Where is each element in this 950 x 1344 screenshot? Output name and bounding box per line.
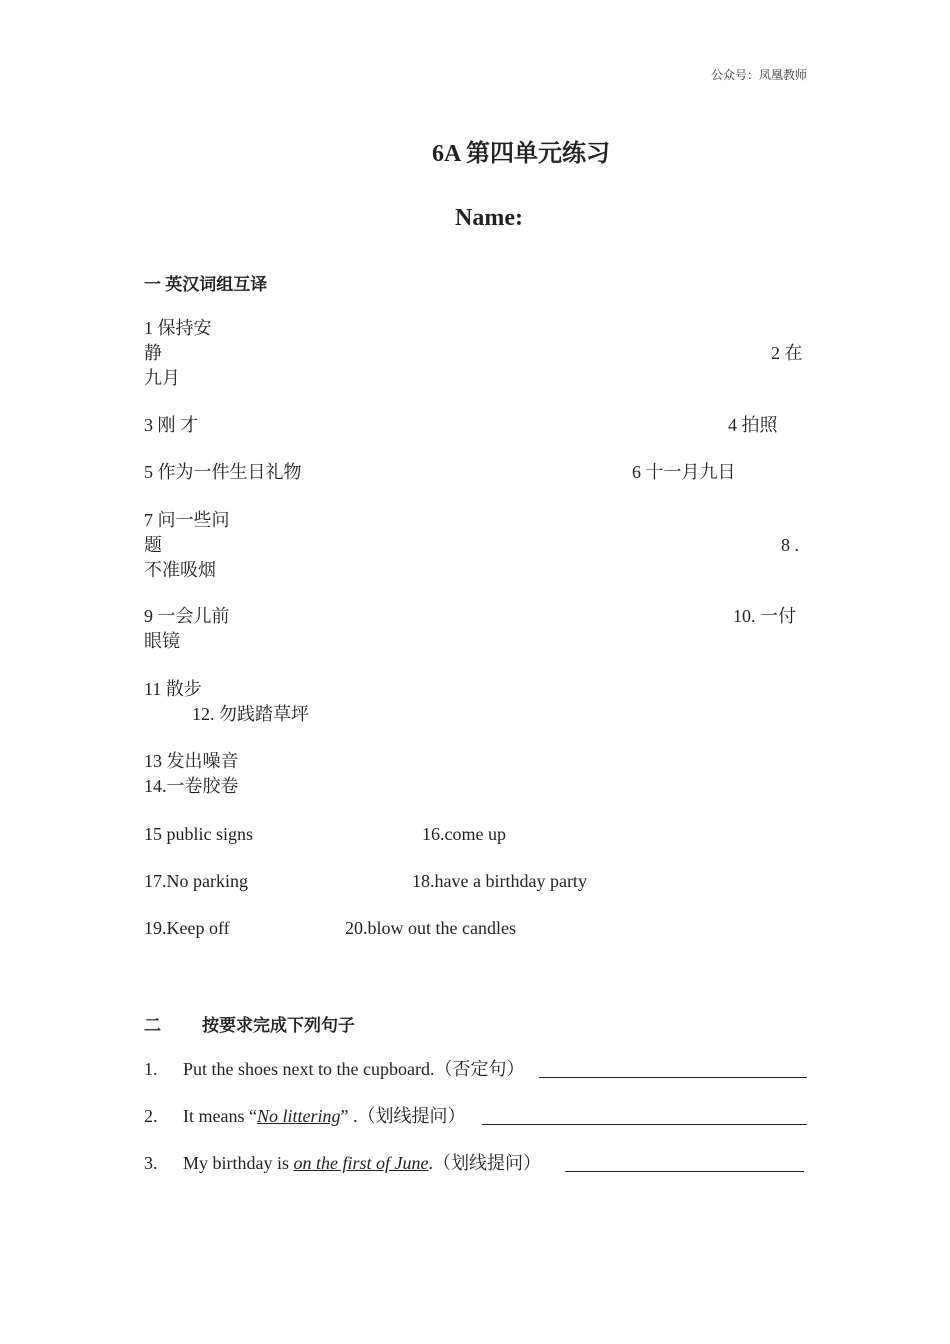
question-3-answer-blank[interactable] — [565, 1151, 804, 1172]
section2-heading-number: 二 — [144, 1016, 161, 1035]
item-15: 15 public signs — [144, 824, 254, 844]
item-11: 11 散步 — [144, 679, 202, 699]
item-8: 8 . — [781, 535, 799, 555]
header-account: 公众号：凤凰教师 — [711, 68, 808, 82]
question-2-post: ” . — [340, 1106, 358, 1126]
item-3: 3 刚 才 — [144, 415, 198, 435]
question-1-note: （否定句） — [434, 1059, 525, 1079]
item-6: 6 十一月九日 — [632, 462, 736, 482]
item-14: 14.一卷胶卷 — [144, 776, 239, 796]
item-7-line2: 题 — [144, 535, 162, 555]
item-5: 5 作为一件生日礼物 — [144, 462, 302, 482]
question-2-answer-blank[interactable] — [482, 1104, 807, 1125]
item-2: 2 在 — [771, 343, 803, 363]
question-1-text: Put the shoes next to the cupboard. — [183, 1059, 435, 1079]
question-2-number: 2. — [144, 1106, 158, 1126]
item-7-line1: 7 问一些问 — [144, 510, 230, 530]
item-19: 19.Keep off — [144, 918, 230, 938]
item-13: 13 发出噪音 — [144, 751, 239, 771]
question-3-underlined: on the first of June — [293, 1153, 429, 1173]
question-1 — [183, 1057, 524, 1082]
question-2-underlined: No littering — [256, 1106, 341, 1126]
question-2 — [183, 1104, 465, 1129]
question-3-post: . — [428, 1153, 433, 1173]
item-1-line1: 1 保持安 — [144, 318, 212, 338]
name-label: Name: — [455, 205, 523, 231]
section2-heading: 按要求完成下列句子 — [202, 1016, 355, 1035]
item-10: 10. 一付 — [733, 606, 796, 626]
question-3-note: （划线提问） — [432, 1153, 541, 1173]
item-18: 18.have a birthday party — [412, 871, 587, 891]
item-16: 16.come up — [422, 824, 506, 844]
item-1-line2: 静 — [144, 343, 162, 363]
item-4: 4 拍照 — [728, 415, 778, 435]
question-1-answer-blank[interactable] — [539, 1057, 807, 1078]
question-2-pre: It means “ — [183, 1106, 257, 1126]
item-17: 17.No parking — [144, 871, 248, 891]
page-title: 6A 第四单元练习 — [432, 141, 611, 167]
item-8-continuation: 不准吸烟 — [144, 560, 216, 580]
question-3-pre: My birthday is — [183, 1153, 294, 1173]
section1-heading: 一 英汉词组互译 — [144, 275, 268, 294]
item-20: 20.blow out the candles — [345, 918, 516, 938]
item-9: 9 一会儿前 — [144, 606, 230, 626]
question-3-number: 3. — [144, 1153, 158, 1173]
item-2-continuation: 九月 — [144, 368, 180, 388]
question-3 — [183, 1151, 541, 1176]
question-1-number: 1. — [144, 1059, 158, 1079]
question-2-note: （划线提问） — [357, 1106, 466, 1126]
item-10-continuation: 眼镜 — [144, 631, 180, 651]
item-12: 12. 勿践踏草坪 — [192, 704, 309, 724]
